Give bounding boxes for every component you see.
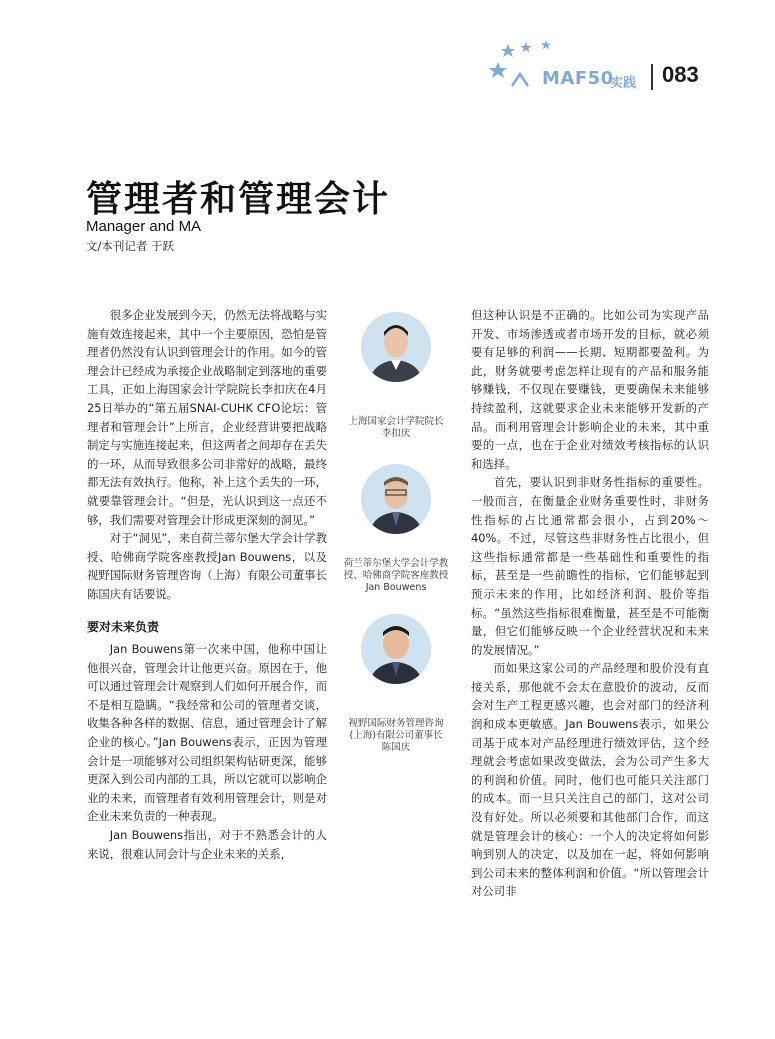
paragraph: Jan Bouwens第一次来中国，他称中国让他很兴奋，管理会计让他更兴奋。原因在于，他可以通过管理会计观察到人们如何开展合作，而不是相互隐瞒。“我经常和公司的管理者交谈，收集各种各样的数据、信息，通过管理会计了解企业的核心。”Jan Bouwens表示，正因为管理会计是一项能够对公司组织架构钻研更深，能够更深入到公司内部的工具，所以它就可以影响企业的未来，而管理者有效利用管理会计，则是对企业未来负责的一种表现。 bbox=[87, 642, 327, 824]
section-heading: 要对未来负责 bbox=[87, 619, 160, 634]
header-divider bbox=[651, 64, 653, 90]
photo-caption: 视野国际财务管理咨询 (上海)有限公司董事长 陈国庆 bbox=[348, 718, 444, 753]
paragraph: 对于“洞见”，来自荷兰蒂尔堡大学会计学教授、哈佛商学院客座教授Jan Bouwens，以及视野国际财务管理咨询（上海）有限公司董事长陈国庆有话要说。 bbox=[87, 531, 327, 601]
section-label: 实践 bbox=[610, 76, 637, 91]
paragraph: 很多企业发展到今天，仍然无法将战略与实施有效连接起来，其中一个主要原因，恐怕是管理者仍然没有认识到管理会计的作用。如今的管理会计已经成为承接企业战略制定到落地的重要工具，正如上海国家会计学院院长李扣庆在4月25日举办的“第五届SNAI-CUHK CFO论坛：管理者和管理会计”上所言，企业经营讲要把战略制定与实施连接起来，但这两者之间却存在丢失的一环，从而导致很多公司非常好的战略，最终都无法有效执行。他称，补上这个丢失的一环，就要靠管理会计。“但是，光认识到这一点还不够，我们需要对管理会计形成更深刻的洞见。” bbox=[87, 308, 327, 527]
portrait-chen-guoqing bbox=[361, 614, 431, 684]
page-header bbox=[486, 38, 726, 98]
paragraph: Jan Bouwens指出，对于不熟悉会计的人来说，很难认同会计与企业未来的关系， bbox=[87, 828, 327, 861]
paragraph: 但这种认识是不正确的。比如公司为实现产品开发、市场渗透或者市场开发的目标，就必须要有足够的利润——长期、短期都要盈利。为此，财务就要考虑怎样让现有的产品和服务能够赚钱，不仅现在要赚钱，更要确保未来能够持续盈利，这就要求企业未来能够开发新的产品。而利用管理会计影响企业的未来，其中重要的一点，也在于企业对绩效考核指标的认识和选择。 bbox=[471, 308, 709, 471]
right-column bbox=[471, 306, 709, 901]
brand-name: MAF50 bbox=[542, 68, 614, 89]
page-number: 083 bbox=[662, 62, 699, 87]
paragraph: 而如果这家公司的产品经理和股价没有直接关系，那他就不会太在意股价的波动，反而会对生产工程更感兴趣，也会对部门的经济利润和成本更敏感。Jan Bouwens表示，如果公司基于成本对产品经理进行绩效评估，这个经理就会考虑如果改变做法，会为公司产生多大的利润和价值。同时，他们也可能只关注部门的成本。而一旦只关注自己的部门，这对公司没有好处。所以必须要和其他部门合作，而这就是管理会计的核心：一个人的决定将如何影响到别人的决定，以及加在一起，将如何影响到公司未来的整体利润和价值。“所以管理会计对公司非 bbox=[471, 661, 709, 899]
paragraph: 首先，要认识到非财务性指标的重要性。一般而言，在衡量企业财务重要性时，非财务性指标的占比通常都会很小，占到20%～40%。不过，尽管这些非财务性占比很小，但这些指标通常都是一些基础性和重要性的指标，甚至是一些前瞻性的指标，它们能够起到预示未来的作用，比如经济利润、股价等指标。“虽然这些指标很难衡量，甚至是不可能衡量，但它们能够反映一个企业经营状况和未来的发展情况。” bbox=[471, 475, 709, 657]
portrait-jan-bouwens bbox=[361, 464, 431, 534]
left-column bbox=[87, 306, 327, 863]
photo-caption: 上海国家会计学院院长 李扣庆 bbox=[348, 416, 444, 439]
article-byline: 文/本刊记者 于跃 bbox=[86, 239, 175, 253]
photo-caption: 荷兰蒂尔堡大学会计学教 授、哈佛商学院客座教授 Jan Bouwens bbox=[343, 558, 449, 593]
article-subtitle: Manager and MA bbox=[86, 218, 202, 235]
portrait-li-kouqing bbox=[361, 312, 431, 382]
article-title: 管理者和管理会计 bbox=[86, 179, 391, 220]
